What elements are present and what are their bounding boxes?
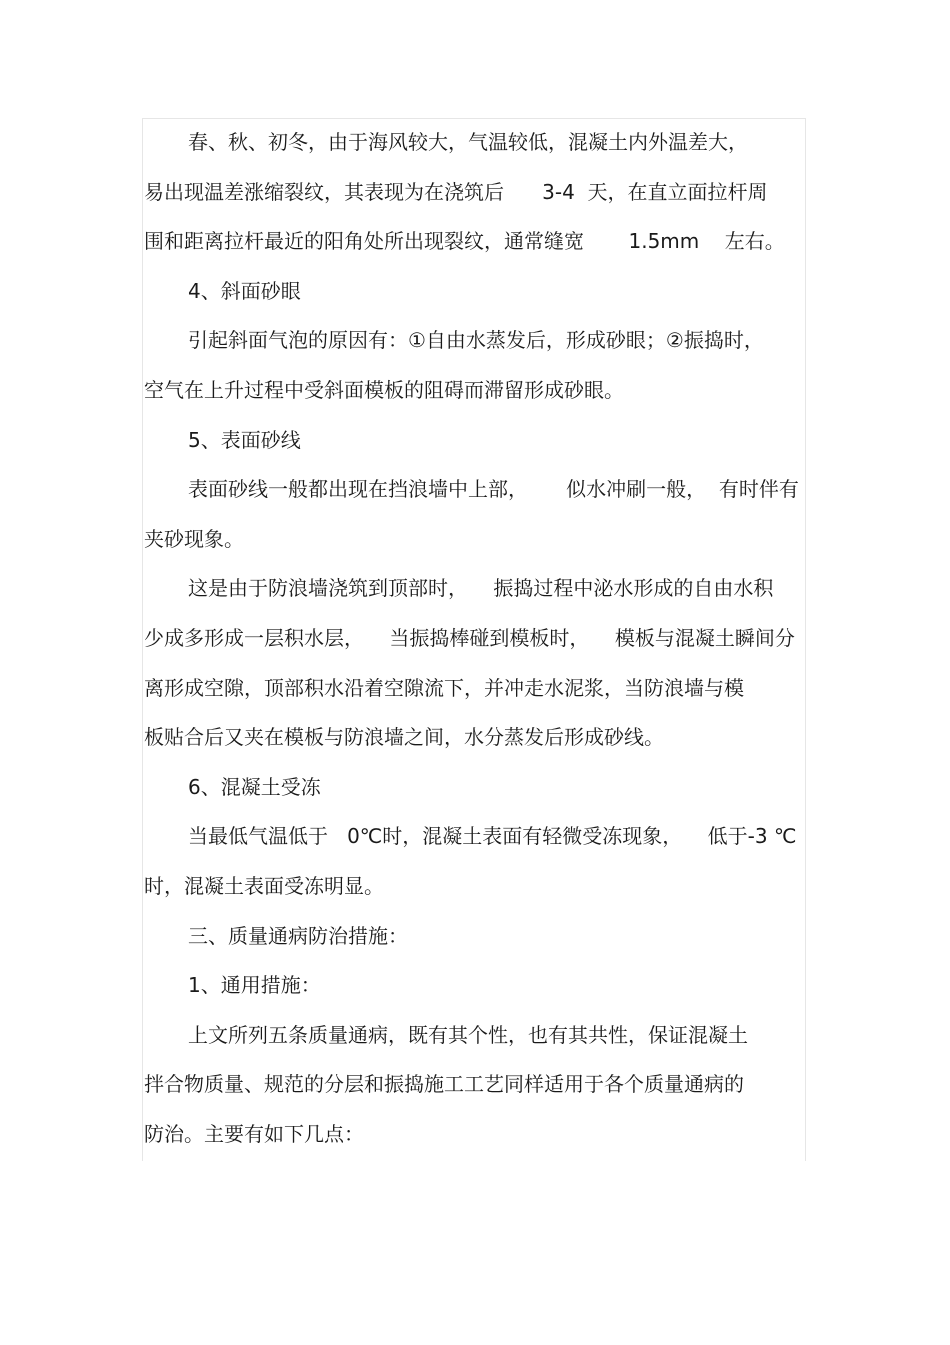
text-line: 易出现温差涨缩裂纹，其表现为在浇筑后 3-4 天，在直立面拉杆周 <box>144 179 768 204</box>
text-line: 围和距离拉杆最近的阳角处所出现裂纹，通常缝宽 1.5mm 左右。 <box>144 229 785 254</box>
text-line: 时，混凝土表面受冻明显。 <box>144 873 384 898</box>
text-line: 离形成空隙，顶部积水沿着空隙流下，并冲走水泥浆，当防浪墙与模 <box>144 675 744 700</box>
text-line: 当最低气温低于 0℃时，混凝土表面有轻微受冻现象， 低于-3 ℃ <box>188 824 797 849</box>
section-heading: 6、混凝土受冻 <box>188 774 321 799</box>
section-heading: 5、表面砂线 <box>188 427 301 452</box>
text-line: 上文所列五条质量通病，既有其个性，也有其共性，保证混凝土 <box>188 1022 748 1047</box>
section-heading: 1、通用措施： <box>188 973 321 998</box>
section-heading: 4、斜面砂眼 <box>188 278 301 303</box>
text-line: 板贴合后又夹在模板与防浪墙之间，水分蒸发后形成砂线。 <box>144 725 664 750</box>
text-line: 表面砂线一般都出现在挡浪墙中上部， 似水冲刷一般， 有时伴有 <box>188 477 799 502</box>
text-line: 引起斜面气泡的原因有：①自由水蒸发后，形成砂眼；②振捣时， <box>188 328 764 353</box>
text-line: 这是由于防浪墙浇筑到顶部时， 振捣过程中泌水形成的自由水积 <box>188 576 774 601</box>
text-line: 空气在上升过程中受斜面模板的阻碍而滞留形成砂眼。 <box>144 377 624 402</box>
text-line: 春、秋、初冬，由于海风较大，气温较低，混凝土内外温差大， <box>188 130 748 154</box>
text-line: 夹砂现象。 <box>144 526 244 551</box>
text-line: 少成多形成一层积水层， 当振捣棒碰到模板时， 模板与混凝土瞬间分 <box>144 625 795 650</box>
section-heading: 三、质量通病防治措施： <box>188 923 408 948</box>
text-line: 拌合物质量、规范的分层和振捣施工工艺同样适用于各个质量通病的 <box>144 1072 744 1097</box>
text-line: 防治。主要有如下几点： <box>144 1121 364 1146</box>
document-body <box>144 121 808 1162</box>
